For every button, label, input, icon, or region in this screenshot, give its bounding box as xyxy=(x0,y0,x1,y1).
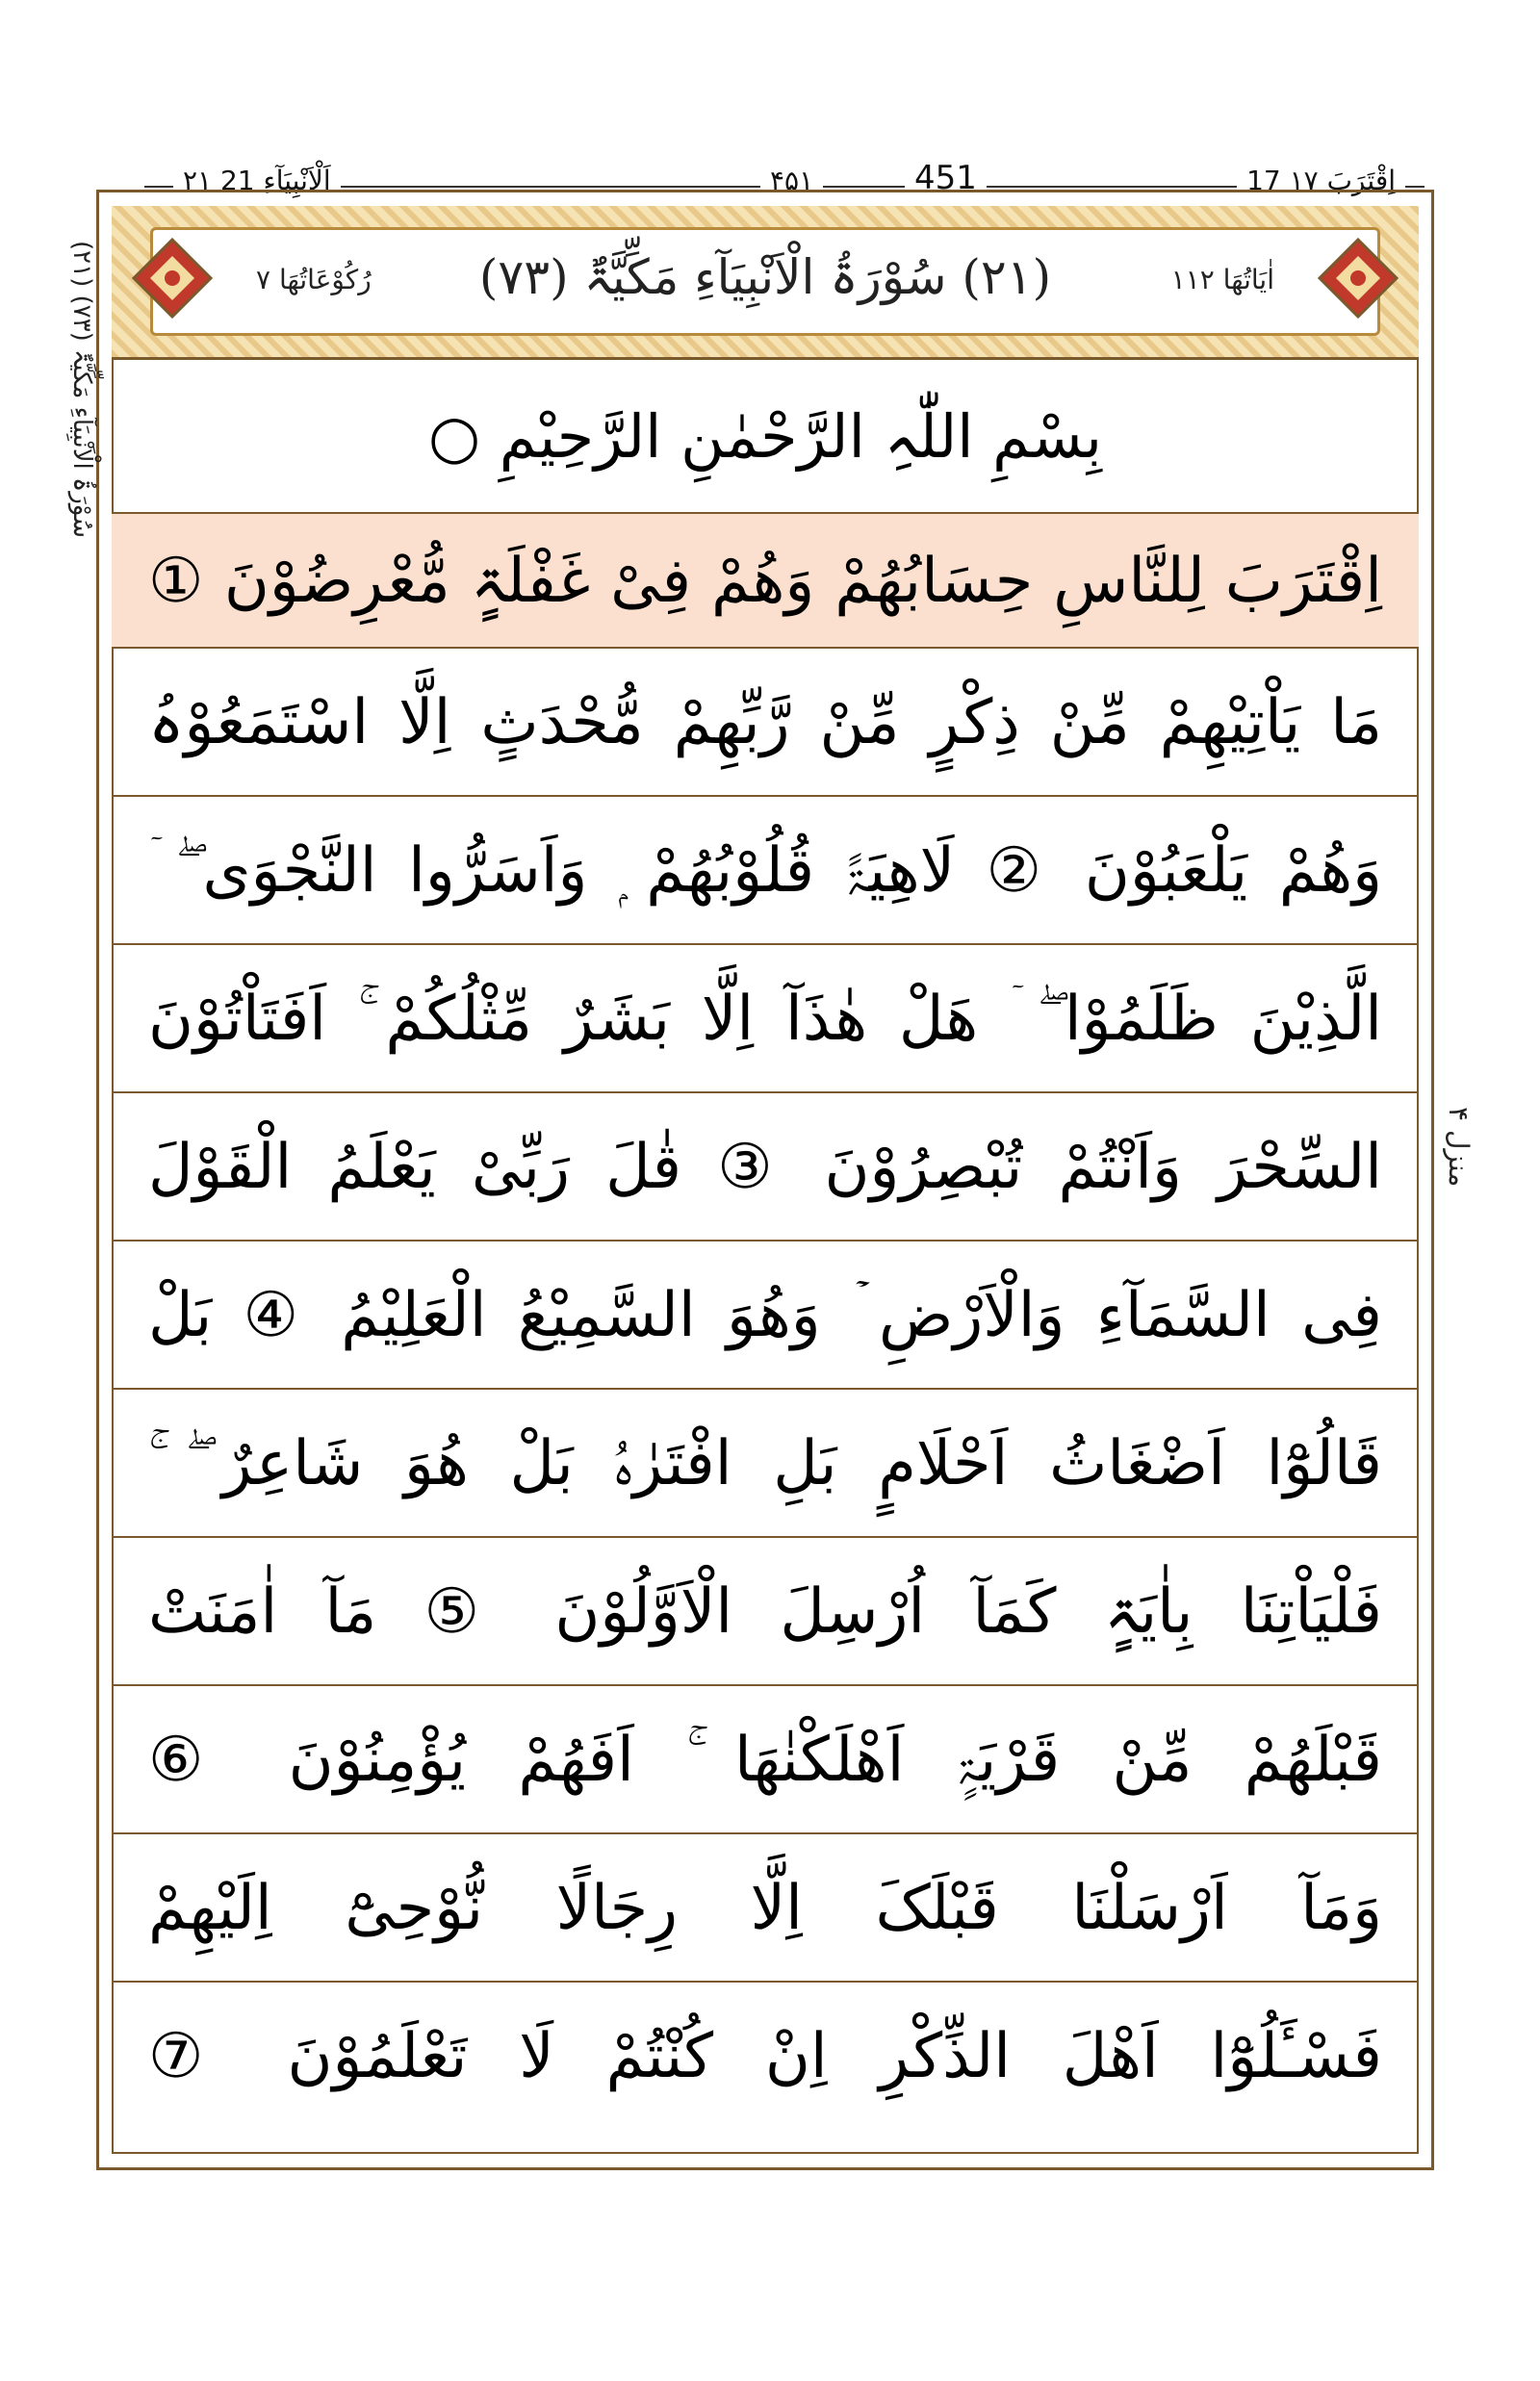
verse-line: السِّحْرَ وَاَنْتُمْ تُبْصِرُوْنَ ③ قٰلَ رَبِّیْ یَعْلَمُ الْقَوْلَ xyxy=(112,1093,1419,1242)
verse-line: فَلْیَاْتِنَا بِاٰیَۃٍ کَمَآ اُرْسِلَ الْاَوَّلُوْنَ ⑤ مَآ اٰمَنَتْ xyxy=(112,1538,1419,1686)
verse-lines xyxy=(112,514,1419,2131)
verse-line: قَالُوْٓا اَضْغَاثُ اَحْلَامٍ بَلِ افْتَرٰہُ بَلْ ھُوَ شَاعِرٌ ۖ ۚ xyxy=(112,1390,1419,1538)
verse-line: الَّذِیْنَ ظَلَمُوْا ۖ ۤ ھَلْ ھٰذَآ اِلَّا بَشَرٌ مِّثْلُکُمْ ۚ اَفَتَاْتُوْنَ xyxy=(112,945,1419,1093)
arabic-page-number: ۴۵۱ xyxy=(760,165,823,196)
revelation-order: (۷۳) xyxy=(478,249,569,305)
verse-line: قَبْلَھُمْ مِّنْ قَرْیَۃٍ اَھْلَکْنٰھَا ۚ اَفَھُمْ یُؤْمِنُوْنَ ⑥ xyxy=(112,1686,1419,1834)
verse-line: وَمَآ اَرْسَلْنَا قَبْلَکَ اِلَّا رِجَالًا نُّوْحِیْٓ اِلَیْھِمْ xyxy=(112,1834,1419,1983)
manzil-marker: منزل ۴ xyxy=(1443,1107,1475,1188)
surah-name-header: ۲۱ اَلْاَنْبِیَآءِ 21 xyxy=(173,165,341,196)
side-note-left: (۲۱) سُوْرَۃُ الْاَنْبِیَآءِ مَکِّیَّۃٌ (۷۳) xyxy=(67,241,96,539)
para-name-header: 17 اِقْتَرَبَ ۱۷ xyxy=(1237,165,1405,196)
page-number: 451 xyxy=(905,159,987,197)
bismillah: بِسْمِ اللّٰہِ الرَّحْمٰنِ الرَّحِیْمِ ○ xyxy=(112,360,1419,514)
ayat-count: اٰیَاتُھَا ۱۱۲ xyxy=(1170,264,1274,295)
verse-line: فِی السَّمَآءِ وَالْاَرْضِ ۡ وَھُوَ السَّمِیْعُ الْعَلِیْمُ ④ بَلْ xyxy=(112,1242,1419,1390)
ruku-count: رُکُوْعَاتُھَا ۷ xyxy=(256,264,372,295)
verse-line: مَا یَاْتِیْھِمْ مِّنْ ذِکْرٍ مِّنْ رَّبِّھِمْ مُّحْدَثٍ اِلَّا اسْتَمَعُوْہُ xyxy=(112,649,1419,797)
verse-line: فَسْـَٔلُوْٓا اَھْلَ الذِّکْرِ اِنْ کُنْتُمْ لَا تَعْلَمُوْنَ ⑦ xyxy=(148,2021,1382,2092)
surah-header xyxy=(112,206,1419,360)
surah-name: سُوْرَۃُ الْاَنْبِیَآءِ مَکِّیَّۃٌ xyxy=(583,249,947,305)
verse-line: وَھُمْ یَلْعَبُوْنَ ② لَاھِیَۃً قُلُوْبُھُمْ ۭ وَاَسَرُّوا النَّجْوَی ۖ ۤ xyxy=(112,797,1419,945)
verse-line: اِقْتَرَبَ لِلنَّاسِ حِسَابُھُمْ وَھُمْ فِیْ غَفْلَۃٍ مُّعْرِضُوْنَ ① xyxy=(112,514,1419,649)
surah-number: (۲۱) xyxy=(962,249,1052,305)
